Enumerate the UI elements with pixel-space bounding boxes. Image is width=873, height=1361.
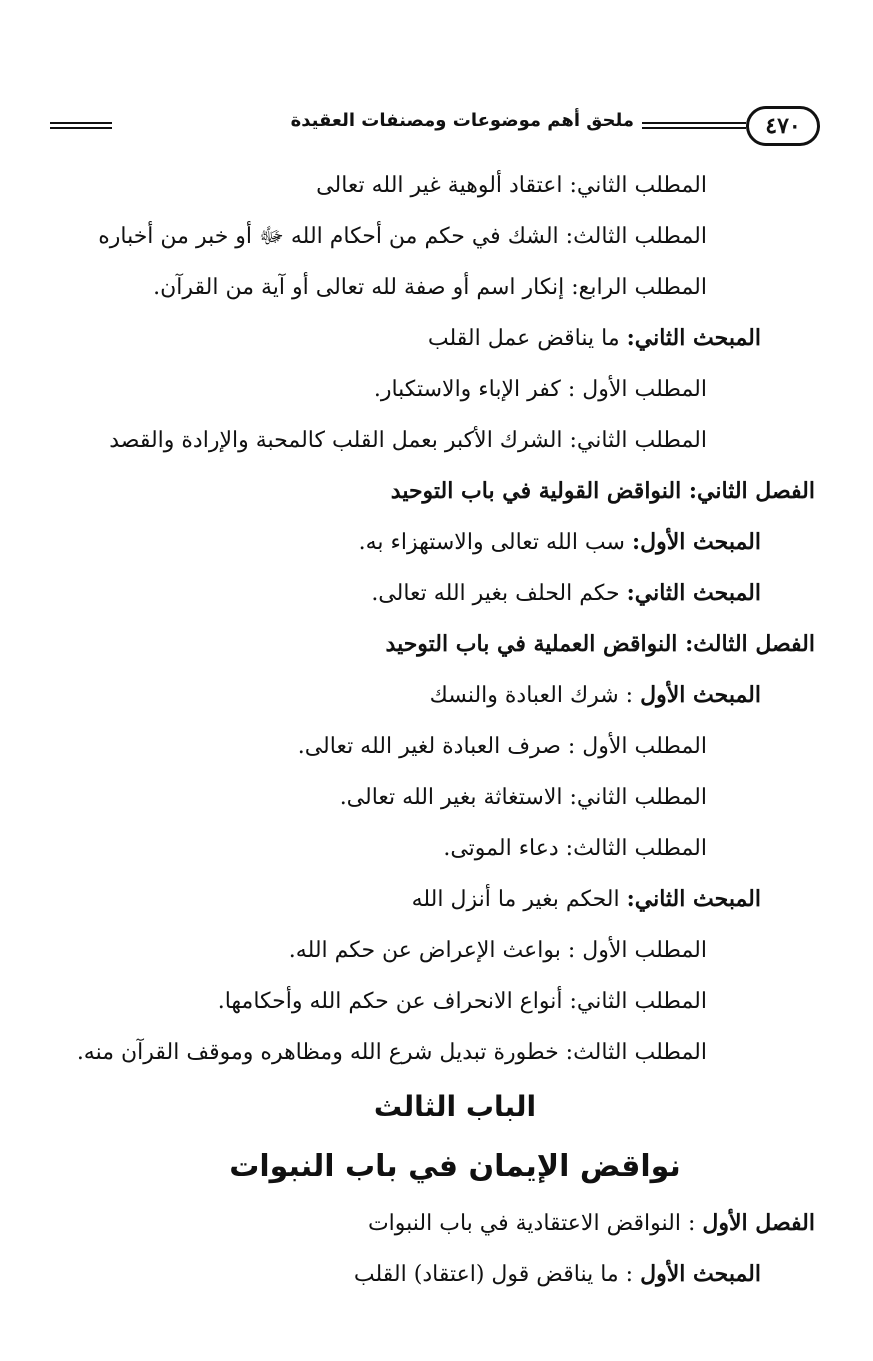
toc-line-text: : النواقض الاعتقادية في باب النبوات [367, 1211, 703, 1236]
toc-line-matlab [95, 823, 815, 874]
toc-line-matlab [95, 262, 815, 313]
toc-line-fasl [95, 466, 815, 517]
toc-line-fasl [95, 1198, 815, 1249]
toc-line-label: المبحث الثاني: [626, 325, 761, 351]
running-header-title: ملحق أهم موضوعات ومصنفات العقيدة [290, 110, 634, 131]
toc-line-text: : ما يناقض قول (اعتقاد) القلب [353, 1262, 641, 1287]
toc-line-matlab [95, 772, 815, 823]
bab-subtitle: نواقض الإيمان في باب النبوات [229, 1149, 681, 1184]
header-rule-right [642, 122, 746, 129]
toc-line-text: المطلب الأول : بواعث الإعراض عن حكم الله. [288, 938, 707, 963]
toc-line-mabhath [95, 874, 815, 925]
toc-line-fasl [95, 619, 815, 670]
toc-line-text: المطلب الثالث: الشك في حكم من أحكام الله ﷻ أو خبر من أخباره [98, 224, 707, 249]
toc-line-label: الفصل الثالث: النواقض العملية في باب التوحيد [385, 631, 815, 657]
toc-line-text: المطلب الثالث: دعاء الموتى. [443, 836, 707, 861]
toc-line-matlab [95, 160, 815, 211]
page-number-badge [746, 106, 820, 146]
toc-lines-top [76, 160, 815, 1078]
toc-line-mabhath [95, 1249, 815, 1300]
toc-line-text: ما يناقض عمل القلب [427, 326, 627, 351]
toc-line-text: الحكم بغير ما أنزل الله [411, 887, 627, 912]
toc-line-matlab [95, 721, 815, 772]
toc-lines-bottom [95, 1198, 815, 1300]
toc-line-text: : شرك العبادة والنسك [429, 683, 641, 708]
toc-line-matlab [95, 211, 815, 262]
toc-line-label: المبحث الأول [640, 682, 761, 708]
toc-line-label: الفصل الأول [702, 1210, 815, 1236]
toc-line-mabhath [95, 517, 815, 568]
toc-line-label: الفصل الثاني: النواقض القولية في باب التوحيد [390, 478, 815, 504]
toc-line-text: المطلب الثالث: خطورة تبديل شرع الله ومظاهره وموقف القرآن منه. [76, 1040, 707, 1065]
toc-line-label: المبحث الثاني: [626, 886, 761, 912]
toc-line-matlab [95, 364, 815, 415]
toc-line-text: المطلب الثاني: الاستغاثة بغير الله تعالى. [339, 785, 707, 810]
toc-line-mabhath [95, 313, 815, 364]
toc-line-text: المطلب الأول : صرف العبادة لغير الله تعالى. [297, 734, 707, 759]
toc-line-matlab [95, 925, 815, 976]
toc-line-text: حكم الحلف بغير الله تعالى. [371, 581, 627, 606]
toc-line-text: المطلب الثاني: أنواع الانحراف عن حكم الله وأحكامها. [217, 989, 707, 1014]
page-header [40, 100, 820, 156]
header-rule-left [50, 122, 112, 129]
toc-line-text: المطلب الأول : كفر الإباء والاستكبار. [373, 377, 707, 402]
toc-line-mabhath [95, 568, 815, 619]
toc-line-label: المبحث الأول: [631, 529, 761, 555]
toc-content [76, 160, 815, 1300]
toc-line-text: سب الله تعالى والاستهزاء به. [358, 530, 632, 555]
page-number: ٤٧٠ [765, 113, 801, 139]
toc-line-label: المبحث الأول [640, 1261, 761, 1287]
toc-line-matlab [76, 1027, 815, 1078]
toc-line-text: المطلب الرابع: إنكار اسم أو صفة لله تعالى أو آية من القرآن. [153, 275, 707, 300]
toc-line-label: المبحث الثاني: [626, 580, 761, 606]
toc-line-mabhath [95, 670, 815, 721]
toc-line-matlab [95, 415, 815, 466]
toc-line-text: المطلب الثاني: الشرك الأكبر بعمل القلب كالمحبة والإرادة والقصد [109, 428, 707, 453]
toc-line-matlab [95, 976, 815, 1027]
bab-title: الباب الثالث [373, 1090, 537, 1123]
toc-line-text: المطلب الثاني: اعتقاد ألوهية غير الله تعالى [316, 173, 707, 198]
